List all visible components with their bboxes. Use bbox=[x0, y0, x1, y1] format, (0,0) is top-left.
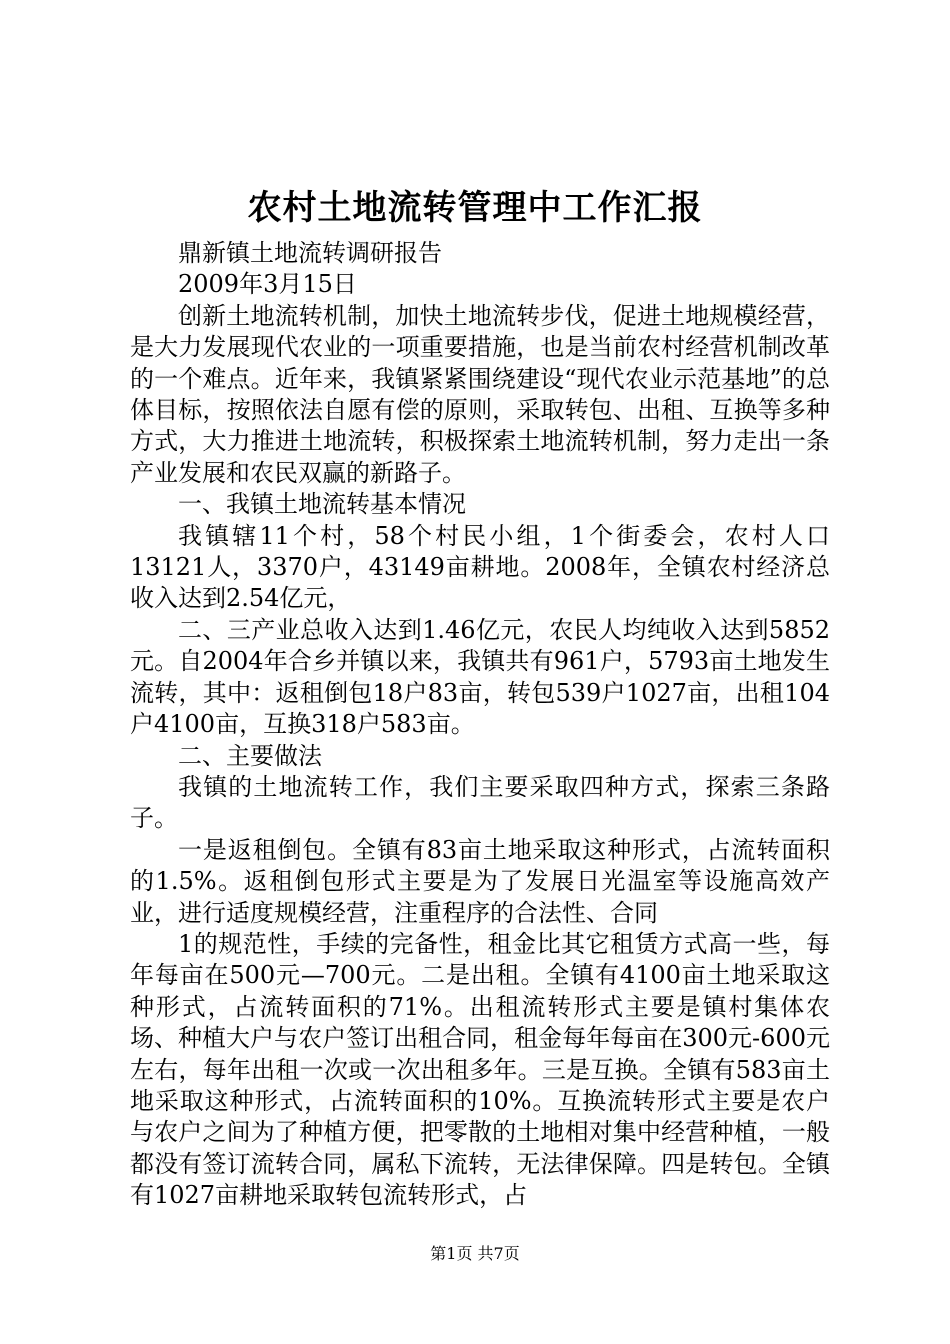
intro-paragraph: 创新土地流转机制，加快土地流转步伐，促进土地规模经营，是大力发展现代农业的一项重要措施，也是当前农村经营机制改革的一个难点。近年来，我镇紧紧围绕建设“现代农业示范基地”的总体目标，按照依法自愿有偿的原则，采取转包、出租、互换等多种方式，大力推进土地流转，积极探索土地流转机制，努力走出一条产业发展和农民双赢的新路子。 bbox=[130, 301, 830, 487]
page-footer: 第1页 共7页 bbox=[430, 1244, 520, 1263]
paragraph-methods-intro: 我镇的土地流转工作，我们主要采取四种方式，探索三条路子。 bbox=[130, 772, 830, 833]
paragraph-basic-info: 我镇辖11个村，58个村民小组，1个街委会，农村人口13121人，3370户，43149亩耕地。2008年，全镇农村经济总收入达到2.54亿元， bbox=[130, 521, 830, 613]
section-heading-1: 一、我镇土地流转基本情况 bbox=[178, 490, 466, 519]
paragraph-method-1: 一是返租倒包。全镇有83亩土地采取这种形式，占流转面积的1.5%。返租倒包形式主要是为了发展日光温室等设施高效产业，进行适度规模经营，注重程序的合法性、合同 bbox=[130, 835, 830, 927]
report-date: 2009年3月15日 bbox=[178, 270, 357, 299]
document-title: 农村土地流转管理中工作汇报 bbox=[247, 188, 703, 228]
paragraph-methods-detail: 1的规范性，手续的完备性，租金比其它租赁方式高一些，每年每亩在500元—700元。二是出租。全镇有4100亩土地采取这种形式，占流转面积的71%。出租流转形式主要是镇村集体农场、种植大户与农户签订出租合同，租金每年每亩在300元-600元左右，每年出租一次或一次出租多年。三是互换。全镇有583亩土地采取这种形式，占流转面积的10%。互换流转形式主要是农户与农户之间为了种植方便，把零散的土地相对集中经营种植，一般都没有签订流转合同，属私下流转，无法律保障。四是转包。全镇有1027亩耕地采取转包流转形式，占 bbox=[130, 929, 830, 1210]
report-subtitle: 鼎新镇土地流转调研报告 bbox=[178, 239, 442, 267]
section-heading-2: 二、主要做法 bbox=[178, 741, 322, 770]
document-body bbox=[130, 238, 830, 1212]
paragraph-income: 二、三产业总收入达到1.46亿元，农民人均纯收入达到5852元。自2004年合乡并镇以来，我镇共有961户，5793亩土地发生流转，其中：返租倒包18户83亩，转包539户1027亩，出租104户4100亩，互换318户583亩。 bbox=[130, 615, 830, 739]
